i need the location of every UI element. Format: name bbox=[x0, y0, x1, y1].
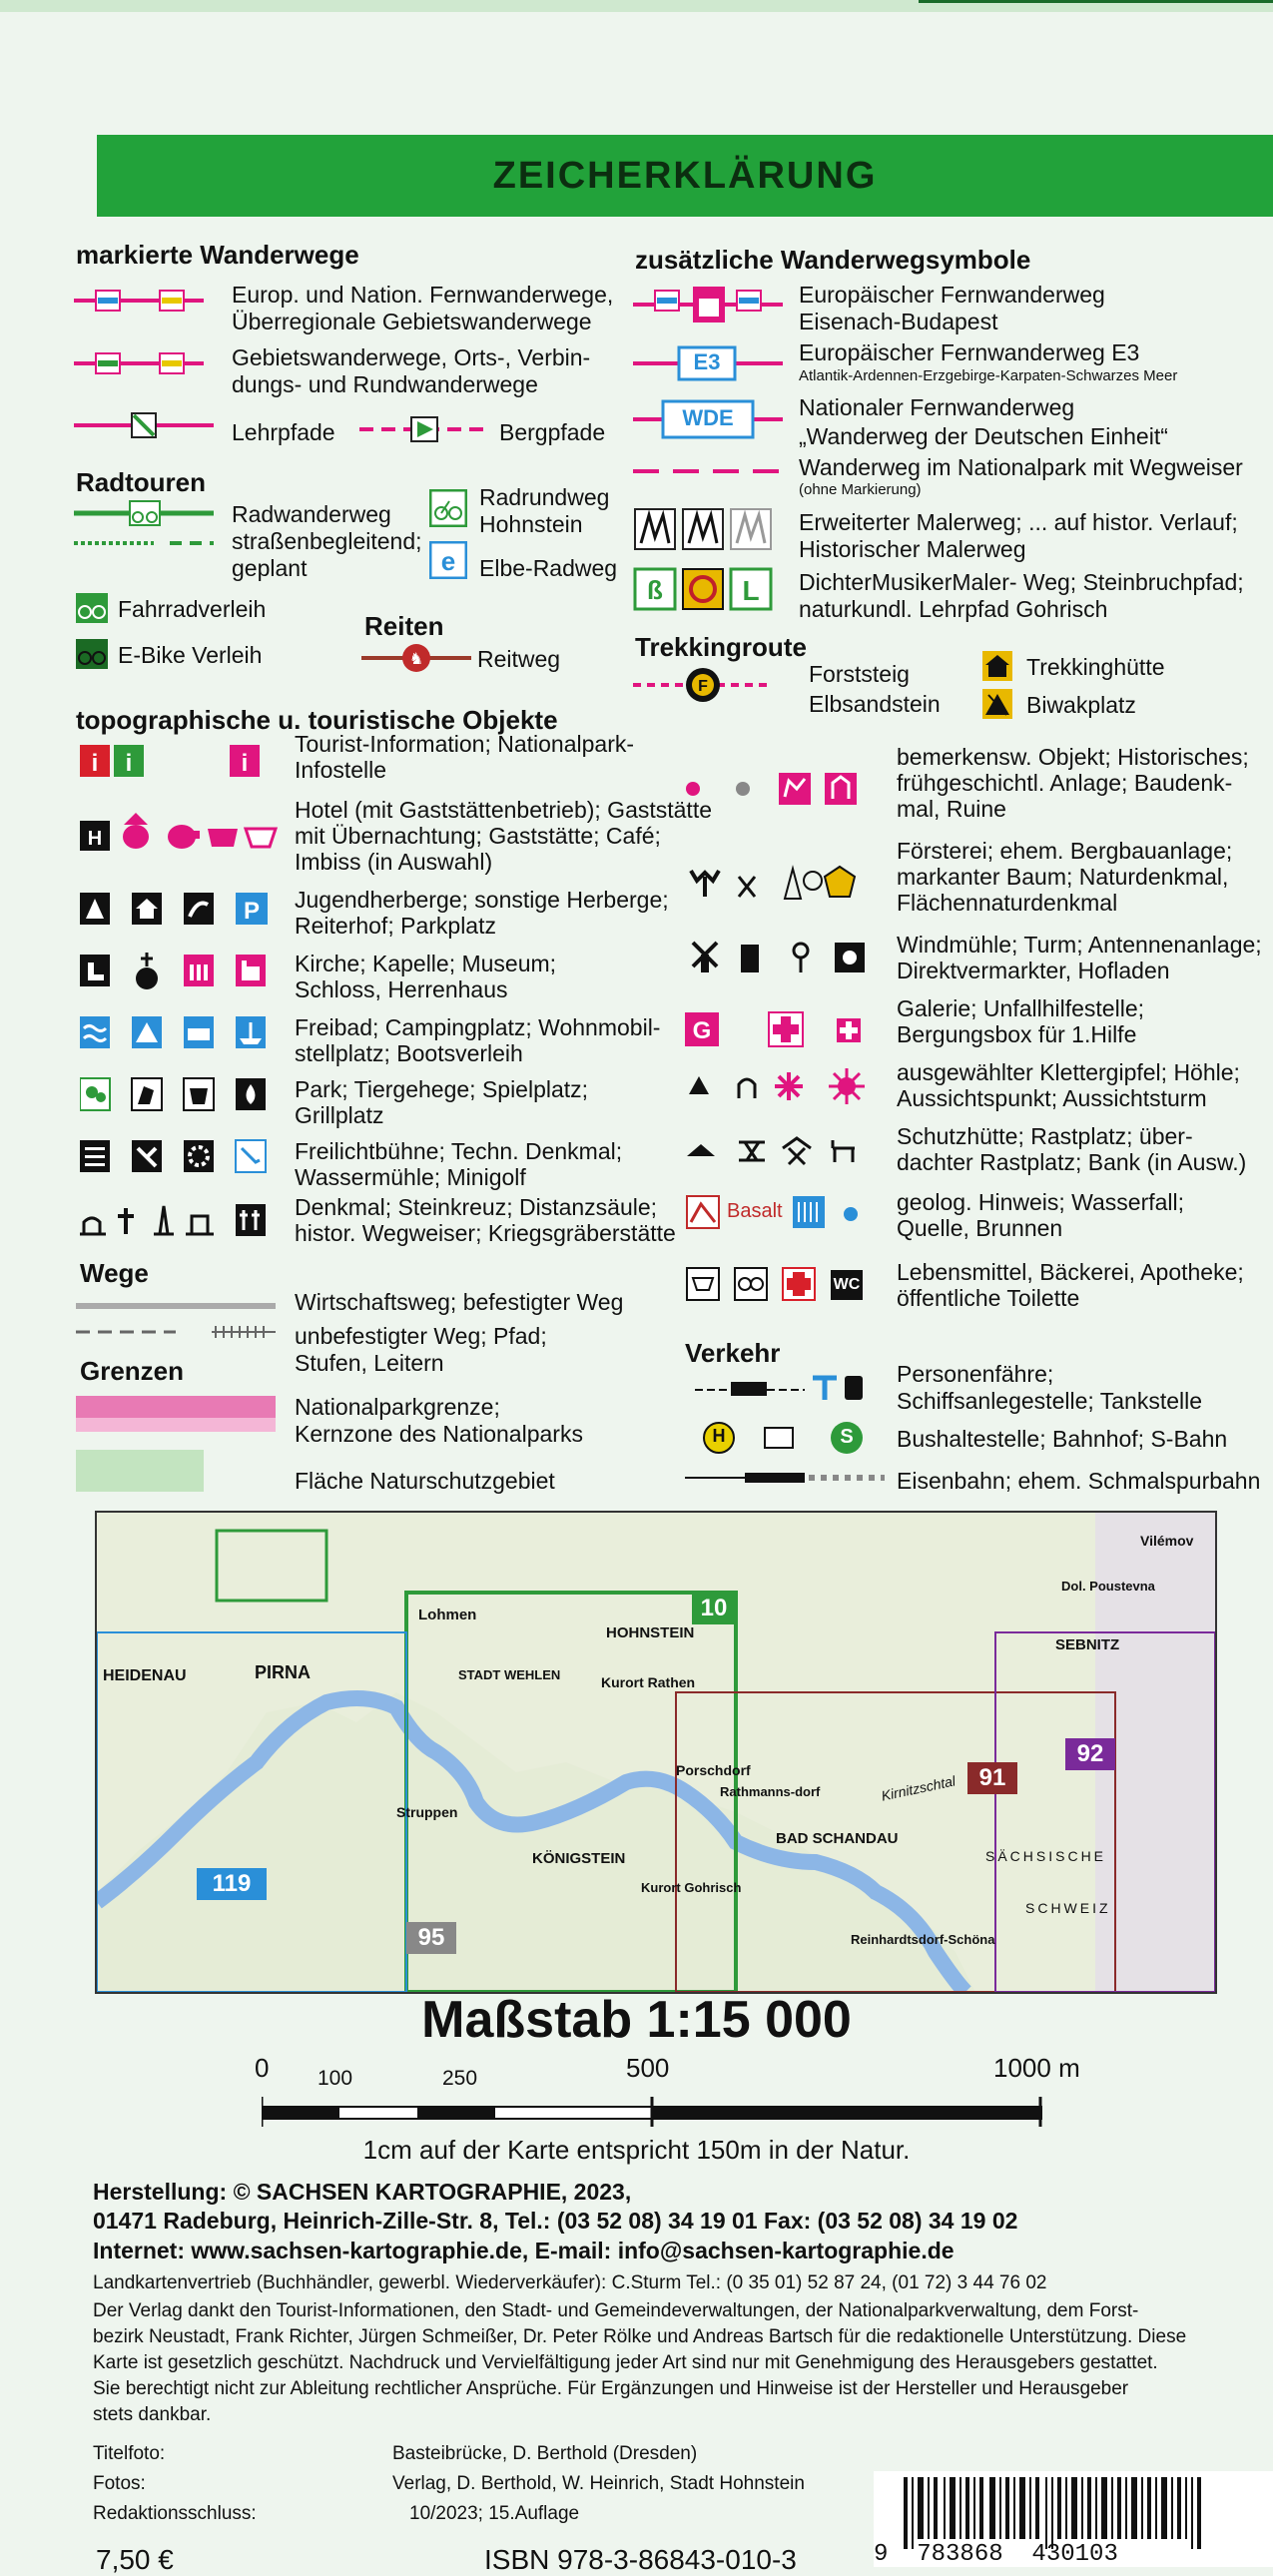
windmuehle-turm-icons bbox=[685, 937, 885, 976]
titelfoto-value: Basteibrücke, D. Berthold (Dresden) bbox=[392, 2443, 698, 2464]
reitweg-symbol bbox=[361, 641, 471, 675]
section-verkehr: Verkehr bbox=[685, 1338, 781, 1368]
topo-r4-b: Bergungsbox für 1.Hilfe bbox=[897, 1021, 1137, 1047]
verkehr-v1: Personenfähre; bbox=[897, 1361, 1054, 1387]
map-label-sebnitz: SEBNITZ bbox=[1055, 1636, 1120, 1653]
huette-label: Trekkinghütte bbox=[1026, 654, 1165, 680]
topo-l7-a: Freilichtbühne; Techn. Denkmal; bbox=[295, 1138, 623, 1164]
svg-text:♞: ♞ bbox=[408, 651, 424, 668]
topo-l1-a: Tourist-Information; Nationalpark- bbox=[295, 731, 635, 757]
kirche-museum-icons bbox=[80, 953, 280, 992]
topo-r6-a: Schutzhütte; Rastplatz; über- bbox=[897, 1123, 1193, 1149]
maler-line1: Erweiterter Malerweg; ... auf histor. Verlauf; bbox=[799, 509, 1238, 535]
verkehr-v4: Eisenbahn; ehem. Schmalspurbahn bbox=[897, 1468, 1261, 1494]
bergpfade-label: Bergpfade bbox=[499, 419, 606, 445]
bus-h-label: H bbox=[712, 1426, 726, 1446]
gebiet-line2: dungs- und Rundwanderwege bbox=[232, 371, 538, 397]
wege-w3: Stufen, Leitern bbox=[295, 1350, 444, 1376]
rad-line3: geplant bbox=[232, 555, 308, 581]
map-label-badschandau: BAD SCHANDAU bbox=[776, 1830, 899, 1847]
topo-l2-c: Imbiss (in Auswahl) bbox=[295, 849, 493, 875]
e3-line2: Atlantik-Ardennen-Erzgebirge-Karpaten-Schwarzes Meer bbox=[799, 367, 1178, 384]
ebike-label: E-Bike Verleih bbox=[118, 642, 263, 668]
grenzen-symbols bbox=[76, 1392, 276, 1502]
section-reiten: Reiten bbox=[364, 611, 444, 641]
map-label-struppen: Struppen bbox=[396, 1804, 458, 1820]
basalt-label: Basalt bbox=[727, 1200, 783, 1222]
wc-label: WC bbox=[833, 1276, 861, 1293]
verkehr-v3: Bushaltestelle; Bahnhof; S-Bahn bbox=[897, 1426, 1228, 1452]
svg-text:i: i bbox=[125, 750, 133, 777]
section-wege: Wege bbox=[80, 1258, 149, 1288]
topo-r2-b: markanter Baum; Naturdenkmal, bbox=[897, 864, 1229, 890]
dichter-line2: naturkundl. Lehrpfad Gohrisch bbox=[799, 596, 1108, 622]
footer-line4: Landkartenvertrieb (Buchhändler, gewerbl. Wiederverkäufer): C.Sturm Tel.: (0 35 01) 52 87 24, (01 72) 3 44 76 02 bbox=[93, 2272, 1047, 2293]
wege-w1: Wirtschaftsweg; befestigter Weg bbox=[295, 1289, 624, 1315]
map-label-rathmannsdorf: Rathmanns-dorf bbox=[720, 1784, 821, 1799]
elbe-radweg-icon bbox=[429, 541, 467, 579]
map-sheet-119[interactable]: 119 bbox=[197, 1868, 267, 1900]
svg-text:H: H bbox=[87, 828, 103, 850]
topo-l1-b: Infostelle bbox=[295, 757, 387, 783]
topo-l6-b: Grillplatz bbox=[295, 1102, 384, 1128]
park-spielplatz-icons bbox=[80, 1076, 280, 1112]
galerie-hilfe-icons bbox=[685, 1008, 885, 1048]
redaktion-value: 10/2023; 15.Auflage bbox=[409, 2503, 580, 2524]
topo-r4-a: Galerie; Unfallhilfestelle; bbox=[897, 995, 1145, 1021]
redaktion-key: Redaktionsschluss: bbox=[93, 2503, 257, 2524]
wde-line1: Nationaler Fernwanderweg bbox=[799, 394, 1075, 420]
map-label-schweiz: SCHWEIZ bbox=[1025, 1900, 1111, 1916]
bergpfad-symbol bbox=[359, 411, 489, 447]
scale-title: Maßstab 1:15 000 bbox=[421, 1991, 852, 2049]
map-label-koenigstein: KÖNIGSTEIN bbox=[532, 1850, 626, 1867]
footer-line6: bezirk Neustadt, Frank Richter, Jürgen Schmeißer, Dr. Peter Rölke und Andreas Bartsch für die redaktionelle Unterstützung. Diese bbox=[93, 2326, 1187, 2347]
svg-text:L: L bbox=[742, 575, 760, 606]
fahrrad-label: Fahrradverleih bbox=[118, 596, 267, 622]
topo-l5-a: Freibad; Campingplatz; Wohnmobil- bbox=[295, 1014, 661, 1040]
wege-symbols bbox=[76, 1296, 276, 1346]
eisenach-symbol bbox=[633, 283, 783, 326]
map-label-saechsische: SÄCHSISCHE bbox=[985, 1848, 1107, 1864]
grenzen-g2: Kernzone des Nationalparks bbox=[295, 1421, 583, 1447]
topo-r2-c: Flächennaturdenkmal bbox=[897, 890, 1118, 916]
gebiet-line1: Gebietswanderwege, Orts-, Verbin- bbox=[232, 344, 591, 370]
map-sheet-10[interactable]: 10 bbox=[692, 1593, 736, 1624]
topo-l6-a: Park; Tiergehege; Spielplatz; bbox=[295, 1076, 589, 1102]
topo-r7-a: geolog. Hinweis; Wasserfall; bbox=[897, 1189, 1185, 1215]
topo-l4-b: Schloss, Herrenhaus bbox=[295, 976, 508, 1002]
topo-r8-b: öffentliche Toilette bbox=[897, 1285, 1080, 1311]
nationalpark-weg-symbol bbox=[633, 461, 783, 481]
svg-text:ß: ß bbox=[647, 575, 663, 605]
forststeig-symbol bbox=[633, 665, 773, 705]
radrund-line2: Hohnstein bbox=[479, 511, 583, 537]
barcode bbox=[874, 2471, 1273, 2567]
dichterweg-icons bbox=[633, 567, 773, 611]
hotel-gastro-icons bbox=[80, 809, 280, 853]
page-title: ZEICHERKLÄRUNG bbox=[492, 155, 878, 197]
map-label-wehlen: STADT WEHLEN bbox=[458, 1667, 561, 1682]
footer-line3[interactable]: Internet: www.sachsen-kartographie.de, E-mail: info@sachsen-kartographie.de bbox=[93, 2238, 955, 2263]
scale-tick-250: 250 bbox=[442, 2067, 478, 2090]
fern-line2: Überregionale Gebietswanderwege bbox=[232, 309, 592, 334]
e3-icon: E3 bbox=[693, 349, 721, 374]
topo-r1-a: bemerkensw. Objekt; Historisches; bbox=[897, 744, 1249, 770]
fotos-key: Fotos: bbox=[93, 2473, 146, 2494]
price: 7,50 € bbox=[96, 2544, 174, 2575]
forst-line2: Elbsandstein bbox=[809, 691, 941, 717]
scale-note: 1cm auf der Karte entspricht 150m in der Natur. bbox=[362, 2135, 911, 2165]
tourist-info-icons bbox=[80, 745, 280, 779]
svg-text:e: e bbox=[440, 546, 456, 576]
scale-tick-1000: 1000 m bbox=[993, 2053, 1080, 2083]
footer-line9: stets dankbar. bbox=[93, 2404, 212, 2425]
map-label-pirna: PIRNA bbox=[255, 1662, 312, 1682]
topo-r3-a: Windmühle; Turm; Antennenanlage; bbox=[897, 932, 1262, 958]
footer-line8: Sie berechtigt nicht zur Ableitung rechtlicher Ansprüche. Für Ergänzungen und Hinweise ist der Hersteller und Herausgeber bbox=[93, 2378, 1129, 2399]
section-topo: topographische u. touristische Objekte bbox=[76, 705, 558, 735]
rad-line1: Radwanderweg bbox=[232, 501, 391, 527]
section-grenzen: Grenzen bbox=[80, 1356, 185, 1386]
topo-r1-c: mal, Ruine bbox=[897, 796, 1006, 822]
gebietswanderweg-symbol bbox=[74, 345, 204, 381]
radrund-line1: Radrundweg bbox=[479, 484, 610, 510]
footer-line1: Herstellung: © SACHSEN KARTOGRAPHIE, 2023, bbox=[93, 2179, 632, 2205]
topo-r1-b: frühgeschichtl. Anlage; Baudenk- bbox=[897, 770, 1233, 796]
maler-line2: Historischer Malerweg bbox=[799, 536, 1026, 562]
topo-r2-a: Försterei; ehem. Bergbauanlage; bbox=[897, 838, 1233, 864]
fernwanderweg-symbol bbox=[74, 283, 204, 319]
malerweg-icons bbox=[633, 507, 773, 551]
topo-l2-a: Hotel (mit Gaststättenbetrieb); Gaststätte bbox=[295, 797, 712, 823]
wege-w2: unbefestigter Weg; Pfad; bbox=[295, 1323, 547, 1349]
foersterei-bergbau-icons bbox=[685, 863, 885, 905]
klettergipfel-aussicht-icons bbox=[685, 1066, 885, 1106]
svg-text:P: P bbox=[243, 898, 261, 925]
map-sheet-95[interactable]: 95 bbox=[406, 1922, 456, 1954]
map-sheet-91[interactable]: 91 bbox=[967, 1762, 1017, 1794]
svg-text:i: i bbox=[91, 750, 99, 777]
dichter-line1: DichterMusikerMaler- Weg; Steinbruchpfad; bbox=[799, 569, 1244, 595]
grenzen-g3: Fläche Naturschutzgebiet bbox=[295, 1468, 555, 1494]
topo-r6-b: dachter Rastplatz; Bank (in Ausw.) bbox=[897, 1149, 1247, 1175]
map-label-hohnstein: HOHNSTEIN bbox=[606, 1624, 695, 1641]
np-line1: Wanderweg im Nationalpark mit Wegweiser bbox=[799, 454, 1243, 480]
freibad-camping-icons bbox=[80, 1014, 280, 1050]
overview-map[interactable] bbox=[95, 1511, 1217, 1994]
topo-r5-a: ausgewählter Klettergipfel; Höhle; bbox=[897, 1059, 1240, 1085]
barcode-digits: 9 783868 430103 bbox=[874, 2541, 1118, 2568]
schutzhuette-bank-icons bbox=[685, 1130, 885, 1170]
isbn: ISBN 978-3-86843-010-3 bbox=[484, 2544, 797, 2575]
map-label-heidenau: HEIDENAU bbox=[103, 1667, 187, 1684]
section-trekking: Trekkingroute bbox=[635, 632, 807, 662]
topo-r8-a: Lebensmittel, Bäckerei, Apotheke; bbox=[897, 1259, 1244, 1285]
scale-tick-0: 0 bbox=[255, 2053, 270, 2083]
e3-line1: Europäischer Fernwanderweg E3 bbox=[799, 339, 1140, 365]
ebike-icon bbox=[76, 639, 108, 669]
topo-l2-b: mit Übernachtung; Gaststätte; Café; bbox=[295, 823, 661, 849]
radrundweg-icon bbox=[429, 489, 467, 527]
fahrradverleih-icon bbox=[76, 593, 108, 623]
section-wanderwege: markierte Wanderwege bbox=[76, 240, 359, 270]
map-sheet-92[interactable]: 92 bbox=[1065, 1738, 1115, 1770]
map-label-lohmen: Lohmen bbox=[418, 1607, 477, 1623]
topo-l8-a: Denkmal; Steinkreuz; Distanzsäule; bbox=[295, 1194, 658, 1220]
topo-r3-b: Direktvermarkter, Hofladen bbox=[897, 958, 1170, 983]
footer-line7: Karte ist gesetzlich geschützt. Nachdruck und Vervielfältigung jeder Art sind nur mit Genehmigung des Herausgebers gestattet. bbox=[93, 2352, 1158, 2373]
fern-line1: Europ. und Nation. Fernwanderwege, bbox=[232, 282, 614, 308]
top-line bbox=[919, 0, 1273, 3]
map-label-vilemov: Vilémov bbox=[1140, 1533, 1194, 1549]
denkmal-kreuz-icons bbox=[80, 1202, 280, 1238]
topo-l8-b: histor. Wegweiser; Kriegsgräberstätte bbox=[295, 1220, 676, 1246]
map-label-gohrisch: Kurort Gohrisch bbox=[641, 1880, 742, 1895]
map-label-porschdorf: Porschdorf bbox=[676, 1762, 751, 1778]
svg-text:i: i bbox=[241, 750, 249, 777]
section-radtouren: Radtouren bbox=[76, 467, 206, 497]
buehne-denkmal-icons bbox=[80, 1138, 280, 1176]
lehrpfad-symbol bbox=[74, 407, 214, 443]
titelfoto-key: Titelfoto: bbox=[93, 2443, 166, 2464]
footer-line5: Der Verlag dankt den Tourist-Informationen, den Stadt- und Gemeindeverwaltungen, der Nationalparkverwaltung, dem Forst- bbox=[93, 2300, 1139, 2321]
eisenach-line2: Eisenach-Budapest bbox=[799, 309, 998, 334]
map-label-kirnitzschtal: Kirnitzschtal bbox=[880, 1772, 957, 1804]
svg-text:G: G bbox=[692, 1017, 712, 1044]
biwakplatz-icon bbox=[982, 689, 1012, 719]
map-graphics bbox=[97, 1513, 1215, 1992]
topo-r5-b: Aussichtspunkt; Aussichtsturm bbox=[897, 1085, 1207, 1111]
verkehr-v2: Schiffsanlegestelle; Tankstelle bbox=[897, 1388, 1203, 1414]
footer-line2: 01471 Radeburg, Heinrich-Zille-Str. 8, Tel.: (03 52 08) 34 19 01 Fax: (03 52 08) 34 19 02 bbox=[93, 2208, 1018, 2234]
grenzen-g1: Nationalparkgrenze; bbox=[295, 1394, 500, 1420]
map-label-reinhardtsdorf: Reinhardtsdorf-Schöna bbox=[851, 1932, 995, 1947]
biwak-label: Biwakplatz bbox=[1026, 692, 1136, 718]
geolog-wasserfall-icons bbox=[685, 1192, 885, 1232]
wde-icon: WDE bbox=[682, 405, 734, 430]
trekkinghuette-icon bbox=[982, 651, 1012, 681]
scale-tick-500: 500 bbox=[626, 2053, 670, 2083]
np-line2: (ohne Markierung) bbox=[799, 481, 922, 498]
fotos-value: Verlag, D. Berthold, W. Heinrich, Stadt Hohnstein bbox=[392, 2473, 805, 2494]
herberge-parkplatz-icons bbox=[80, 891, 280, 927]
section-zusatz: zusätzliche Wanderwegsymbole bbox=[635, 245, 1031, 275]
topo-l3-a: Jugendherberge; sonstige Herberge; bbox=[295, 887, 669, 913]
topo-l5-b: stellplatz; Bootsverleih bbox=[295, 1040, 523, 1066]
scale-bar bbox=[262, 2097, 1042, 2127]
reitweg-label: Reitweg bbox=[477, 646, 561, 672]
sbahn-s-label: S bbox=[840, 1426, 854, 1448]
topo-r7-b: Quelle, Brunnen bbox=[897, 1215, 1063, 1241]
title-banner bbox=[97, 135, 1273, 217]
bemerkenswert-objekt-icons bbox=[685, 769, 885, 809]
elbe-label: Elbe-Radweg bbox=[479, 555, 618, 581]
topo-l4-a: Kirche; Kapelle; Museum; bbox=[295, 951, 557, 976]
forst-line1: Forststeig bbox=[809, 661, 910, 687]
topo-l3-b: Reiterhof; Parkplatz bbox=[295, 913, 496, 939]
topo-l7-b: Wassermühle; Minigolf bbox=[295, 1164, 526, 1190]
radweg-symbol bbox=[74, 499, 214, 569]
map-label-rathen: Kurort Rathen bbox=[601, 1674, 696, 1690]
rad-line2: straßenbegleitend; bbox=[232, 528, 422, 554]
lehrpfade-label: Lehrpfade bbox=[232, 419, 335, 445]
eisenach-line1: Europäischer Fernwanderweg bbox=[799, 282, 1105, 308]
svg-text:F: F bbox=[698, 678, 708, 695]
wde-line2: „Wanderweg der Deutschen Einheit“ bbox=[799, 423, 1168, 449]
map-label-poustevna: Dol. Poustevna bbox=[1061, 1579, 1155, 1594]
scale-tick-100: 100 bbox=[318, 2067, 353, 2090]
